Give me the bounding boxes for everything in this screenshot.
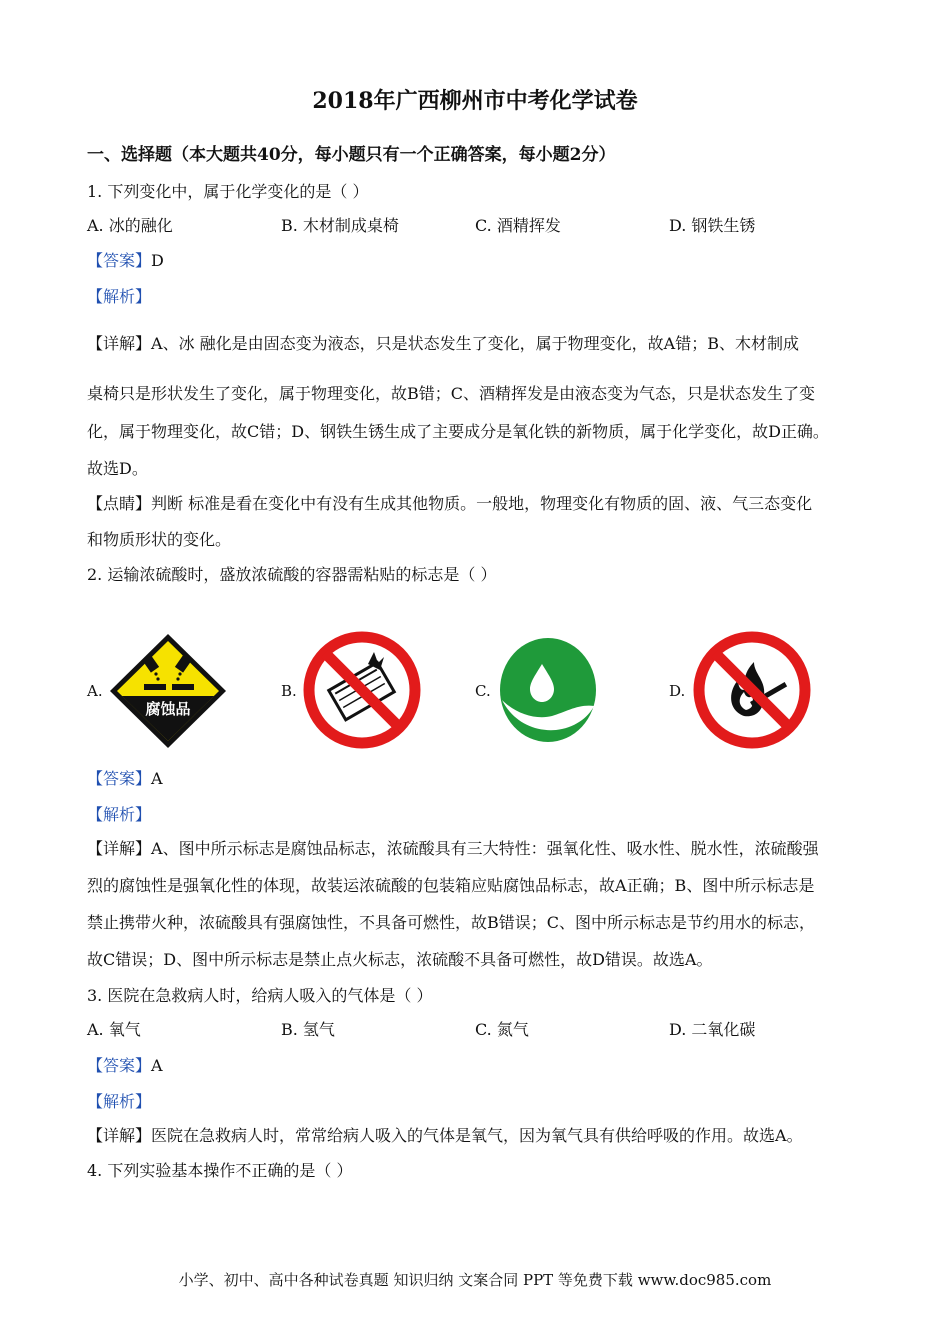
detail-text: A、冰 融化是由固态变为液态，只是状态发生了变化，属于物理变化，故A错；B、木材制成	[151, 334, 799, 353]
no-open-flame-sign	[692, 630, 812, 750]
section-heading: 一、选择题（本大题共40分，每小题只有一个正确答案，每小题2分）	[87, 145, 616, 165]
q2-option-a-label: A.	[87, 682, 103, 700]
page-title: 2018年广西柳州市中考化学试卷	[312, 88, 638, 114]
q3-analysis-tag: 【解析】	[87, 1092, 152, 1111]
q1-analysis-tag: 【解析】	[87, 287, 152, 306]
q3-answer	[87, 1053, 163, 1076]
page-footer: 小学、初中、高中各种试卷真题 知识归纳 文案合同 PPT 等免费下载 www.doc985.com	[178, 1271, 772, 1289]
q2-detail-line	[87, 836, 819, 859]
q3-option-a: A. 氧气	[87, 1020, 141, 1039]
q1-comment-line: 和物质形状的变化。	[87, 530, 232, 549]
q2-analysis-tag: 【解析】	[87, 805, 152, 824]
q1-option-a: A. 冰的融化	[87, 216, 173, 235]
answer-value: A	[151, 1056, 163, 1075]
q1-stem: 1. 下列变化中，属于化学变化的是（ ）	[87, 182, 369, 201]
q1-option-c: C. 酒精挥发	[475, 216, 561, 235]
q2-detail-line: 故C错误；D、图中所示标志是禁止点火标志，浓硫酸不具备可燃性，故D错误。故选A。	[87, 950, 713, 969]
q2-detail-line: 禁止携带火种，浓硫酸具有强腐蚀性，不具备可燃性，故B错误；C、图中所示标志是节约用水的标志，	[87, 913, 816, 932]
detail-text: A、图中所示标志是腐蚀品标志，浓硫酸具有三大特性：强氧化性、吸水性、脱水性，浓硫酸强	[151, 839, 819, 858]
q1-option-d: D. 钢铁生锈	[669, 216, 756, 235]
q1-detail-line: 化，属于物理变化，故C错；D、钢铁生锈生成了主要成分是氧化铁的新物质，属于化学变化，故D正确。	[87, 422, 829, 441]
q2-answer	[87, 766, 163, 789]
q1-answer	[87, 248, 164, 271]
no-fire-carrying-sign	[302, 630, 422, 750]
q2-option-b-label: B.	[281, 682, 297, 700]
answer-tag: 【答案】	[87, 1056, 152, 1075]
q3-stem: 3. 医院在急救病人时，给病人吸入的气体是（ ）	[87, 986, 433, 1005]
comment-tag: 【点睛】	[87, 494, 152, 513]
q3-option-c: C. 氮气	[475, 1020, 529, 1039]
water-saving-sign	[496, 634, 600, 746]
detail-tag: 【详解】	[87, 334, 152, 353]
detail-text: 医院在急救病人时，常常给病人吸入的气体是氧气，因为氧气具有供给呼吸的作用。故选A。	[151, 1126, 803, 1145]
answer-tag: 【答案】	[87, 251, 152, 270]
q1-detail-line: 故选D。	[87, 459, 148, 478]
q1-comment-line	[87, 491, 812, 514]
q3-detail-line	[87, 1123, 803, 1146]
answer-value: A	[151, 769, 163, 788]
q3-option-b: B. 氢气	[281, 1020, 335, 1039]
detail-tag: 【详解】	[87, 1126, 152, 1145]
corrosive-sign-text: 腐蚀品	[145, 700, 191, 718]
q1-option-b: B. 木材制成桌椅	[281, 216, 399, 235]
q1-detail-line: 桌椅只是形状发生了变化，属于物理变化，故B错；C、酒精挥发是由液态变为气态，只是状态发生了变	[87, 384, 816, 403]
q4-stem: 4. 下列实验基本操作不正确的是（ ）	[87, 1161, 353, 1180]
q1-detail-line	[87, 331, 799, 354]
q2-stem: 2. 运输浓硫酸时，盛放浓硫酸的容器需粘贴的标志是（ ）	[87, 565, 497, 584]
comment-text: 判断 标准是看在变化中有没有生成其他物质。一般地，物理变化有物质的固、液、气三态变化	[151, 494, 813, 513]
answer-value: D	[151, 251, 164, 270]
detail-tag: 【详解】	[87, 839, 152, 858]
q2-option-d-label: D.	[669, 682, 686, 700]
corrosive-hazard-sign	[108, 632, 228, 750]
answer-tag: 【答案】	[87, 769, 152, 788]
q3-option-d: D. 二氧化碳	[669, 1020, 756, 1039]
q2-option-c-label: C.	[475, 682, 491, 700]
q2-detail-line: 烈的腐蚀性是强氧化性的体现，故装运浓硫酸的包装箱应贴腐蚀品标志，故A正确；B、图中所示标志是	[87, 876, 815, 895]
